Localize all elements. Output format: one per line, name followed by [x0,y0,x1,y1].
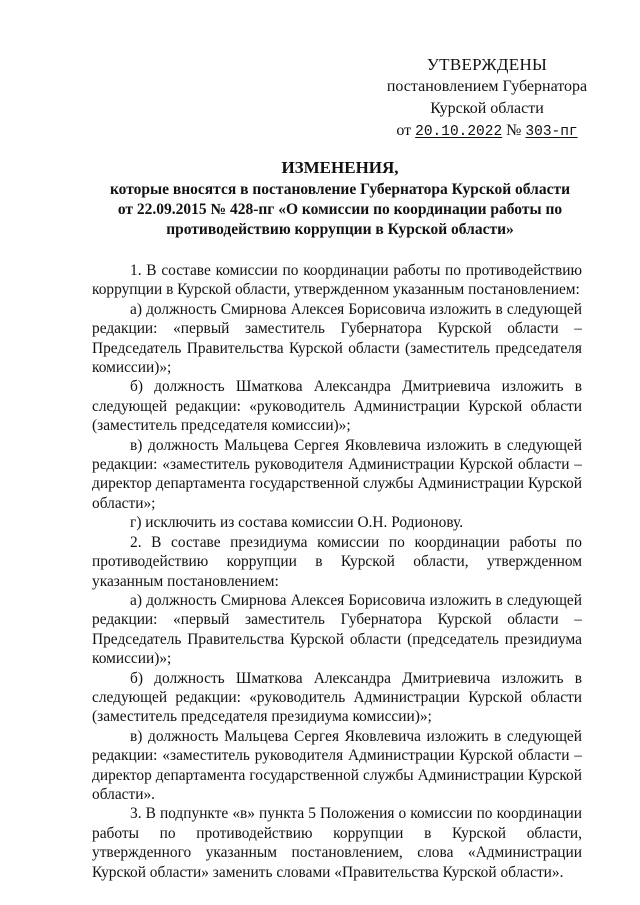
approval-line-2: Курской области [430,100,544,117]
paragraph-1b: б) должность Шматкова Александра Дмитриевича изложить в следующей редакции: «руководитель Администрации Курской области (заместитель председателя комиссии)»; [92,378,582,435]
title-line-3: противодействию коррупции в Курской области» [166,221,514,238]
title-heading: ИЗМЕНЕНИЯ, [281,158,399,177]
approval-heading: УТВЕРЖДЕНЫ [426,55,548,74]
title-line-1: которые вносятся в постановление Губернатора Курской области [109,181,571,198]
document-title [92,158,588,240]
approval-date: 20.10.2022 [415,124,503,140]
paragraph-2: 2. В составе президиума комиссии по координации работы по противодействию коррупции в Курской области, утвержденном указанным постановлением: [92,533,582,590]
document-body [92,261,582,882]
number-prefix: № [506,122,522,139]
approval-number: 303-пг [525,124,578,140]
paragraph-1: 1. В составе комиссии по координации работы по противодействию коррупции в Курской области, утвержденном указанным постановлением: [92,262,582,299]
paragraph-3: 3. В подпункте «в» пункта 5 Положения о комиссии по координации работы по противодействию коррупции в Курской области, утвержденного указанным постановлением, слова «Администрации Курской области» заменить словами «Правительства Курской области». [92,805,582,881]
paragraph-1v: в) должность Мальцева Сергея Яковлевича изложить в следующей редакции: «заместитель руководителя Администрации Курской области – директор департамента государственной службы Администрации Курской области»; [92,436,582,512]
paragraph-2v: в) должность Мальцева Сергея Яковлевича изложить в следующей редакции: «заместитель руководителя Администрации Курской области – директор департамента государственной службы Администрации Курской области». [92,727,582,803]
date-prefix: от [396,122,412,139]
paragraph-1g: г) исключить из состава комиссии О.Н. Родионову. [130,514,464,532]
approval-date-line [372,120,602,143]
approval-stamp [372,54,602,143]
paragraph-1a: а) должность Смирнова Алексея Борисовича изложить в следующей редакции: «первый заместитель Губернатора Курской области – Председатель Правительства Курской области (заместитель председателя комиссии)»; [92,300,582,377]
approval-line-1: постановлением Губернатора [386,78,588,95]
paragraph-2b: б) должность Шматкова Александра Дмитриевича изложить в следующей редакции: «руководитель Администрации Курской области (заместитель председателя президиума комиссии)»; [92,669,582,726]
title-line-2: от 22.09.2015 № 428-пг «О комиссии по координации работы по [117,201,563,218]
paragraph-2a: а) должность Смирнова Алексея Борисовича изложить в следующей редакции: «первый заместитель Губернатора Курской области – Председатель Правительства Курской области (председатель президиума комиссии)»; [92,591,582,668]
